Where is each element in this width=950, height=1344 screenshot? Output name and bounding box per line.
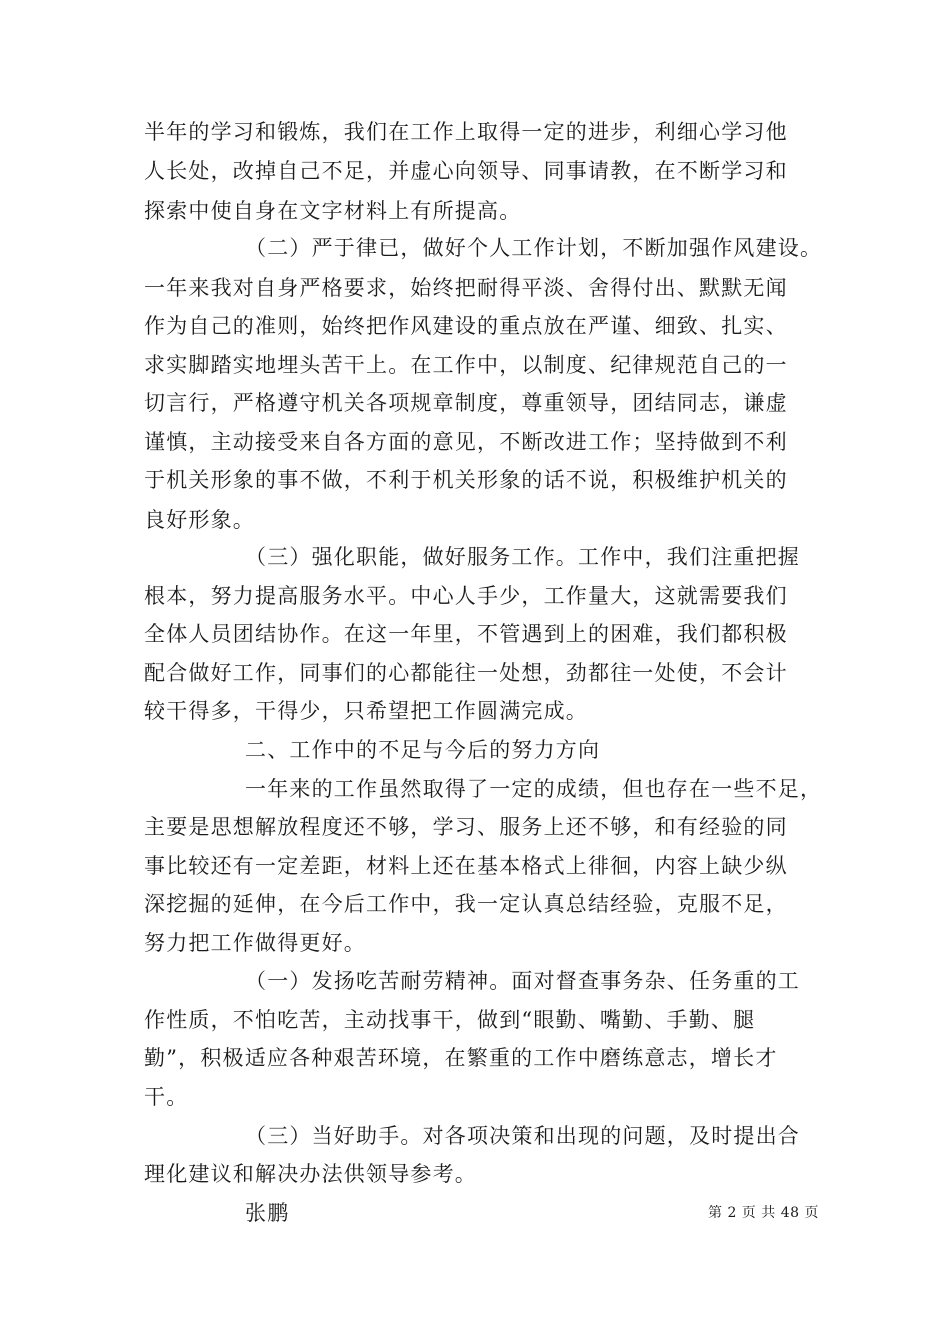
page-number: 第 2 页 共 48 页 — [708, 1205, 819, 1221]
body-line: 事比较还有一定差距，材料上还在基本格式上徘徊，内容上缺少纵 — [144, 854, 788, 878]
body-line: 理化建议和解决办法供领导参考。 — [144, 1162, 477, 1186]
body-line: 勤”，积极适应各种艰苦环境，在繁重的工作中磨练意志，增长才 — [144, 1046, 778, 1070]
paragraph-heading: （三）当好助手。对各项决策和出现的问题，及时提出合 — [245, 1124, 800, 1148]
body-line: 主要是思想解放程度还不够，学习、服务上还不够，和有经验的同 — [144, 815, 788, 839]
body-line: 努力把工作做得更好。 — [144, 931, 366, 955]
body-line: 求实脚踏实地埋头苦干上。在工作中，以制度、纪律规范自己的一 — [144, 353, 788, 377]
paragraph-heading: （二）严于律已，做好个人工作计划，不断加强作风建设。 — [245, 236, 823, 260]
body-line: 一年来的工作虽然取得了一定的成绩，但也存在一些不足， — [245, 777, 823, 801]
paragraph-heading: （三）强化职能，做好服务工作。工作中，我们注重把握 — [245, 545, 800, 569]
body-line: 根本，努力提高服务水平。中心人手少，工作量大，这就需要我们 — [144, 584, 788, 608]
body-line: 切言行，严格遵守机关各项规章制度，尊重领导，团结同志，谦虚 — [144, 391, 788, 415]
body-line: 半年的学习和锻炼，我们在工作上取得一定的进步，利细心学习他 — [144, 120, 788, 144]
body-line: 作为自己的准则，始终把作风建设的重点放在严谨、细致、扎实、 — [144, 314, 788, 338]
body-line: 人长处，改掉自己不足，并虚心向领导、同事请教，在不断学习和 — [144, 159, 788, 183]
body-line: 作性质，不怕吃苦，主动找事干，做到“眼勤、嘴勤、手勤、腿 — [144, 1008, 756, 1032]
body-line: 良好形象。 — [144, 508, 255, 532]
body-line: 深挖掘的延伸，在今后工作中，我一定认真总结经验，克服不足， — [144, 892, 788, 916]
body-line: 于机关形象的事不做，不利于机关形象的话不说，积极维护机关的 — [144, 468, 788, 492]
body-line: 谨慎，主动接受来自各方面的意见，不断改进工作；坚持做到不利 — [144, 430, 788, 454]
section-heading: 二、工作中的不足与今后的努力方向 — [245, 738, 601, 762]
body-line: 一年来我对自身严格要求，始终把耐得平淡、舍得付出、默默无闻 — [144, 276, 788, 300]
body-line: 配合做好工作，同事们的心都能往一处想，劲都往一处使，不会计 — [144, 661, 788, 685]
paragraph-heading: （一）发扬吃苦耐劳精神。面对督查事务杂、任务重的工 — [245, 969, 800, 993]
author-name: 张鹏 — [245, 1201, 290, 1225]
body-line: 探索中使自身在文字材料上有所提高。 — [144, 199, 522, 223]
body-line: 全体人员团结协作。在这一年里，不管遇到上的困难，我们都积极 — [144, 622, 788, 646]
body-line: 较干得多，干得少，只希望把工作圆满完成。 — [144, 699, 588, 723]
body-line: 干。 — [144, 1085, 189, 1109]
